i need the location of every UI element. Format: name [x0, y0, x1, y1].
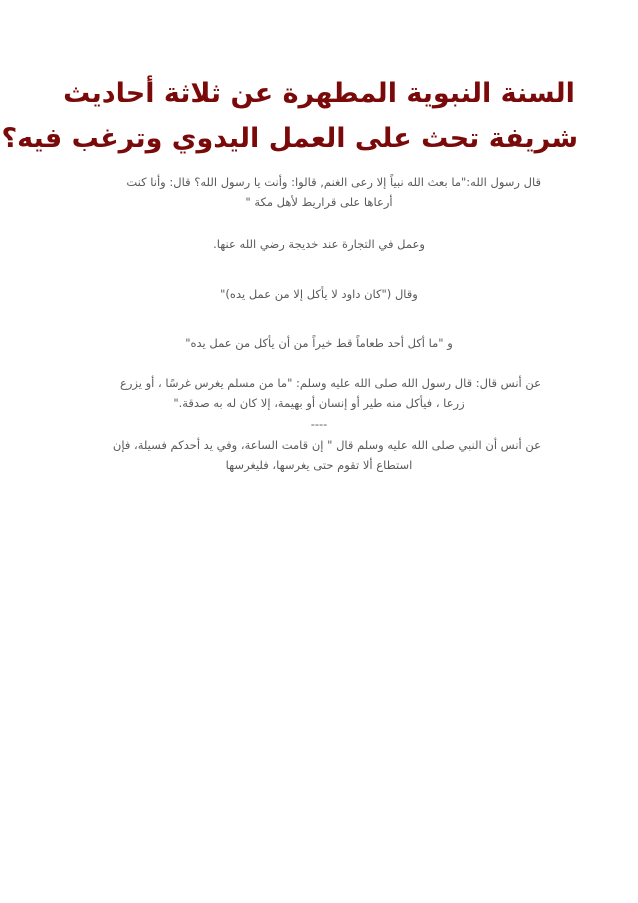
anas-planting-line-2: زرعا ، فيأكل منه طير أو إنسان أو بهيمة، إلا كان له به صدقة." [173, 396, 465, 410]
khadija-trade-line: وعمل في التجارة عند خديجة رضي الله عنها. [213, 237, 425, 251]
anas-planting-line-1: عن أنس قال: قال رسول الله صلى الله عليه وسلم: "ما من مسلم يغرس غرسًا ، أو يزرع [119, 376, 541, 390]
title-line-2: شريفة تحث على العمل اليدوي وترغب فيه؟ [1, 123, 578, 154]
best-food-hadith-line: و "ما أكل أحد طعاماً قط خيراً من أن يأكل من عمل يده" [185, 336, 453, 350]
title-line-1: السنة النبوية المطهرة عن ثلاثة أحاديث [63, 78, 575, 109]
hadith-shepherd-line-2: أرعاها على قراريط لأهل مكة " [245, 195, 393, 209]
hadith-shepherd-line-1: قال رسول الله:"ما بعث الله نبياً إلا رعى الغنم, قالوا: وأنت يا رسول الله؟ قال: وأنا كنت [126, 175, 541, 189]
separator-dashes: ---- [310, 417, 328, 431]
anas-seedling-line-1: عن أنس أن النبي صلى الله عليه وسلم قال " إن قامت الساعة، وفي يد أحدكم فسيلة، فإن [112, 438, 541, 452]
dawud-hadith-line: وقال ("كان داود لا يأكل إلا من عمل يده)" [220, 287, 418, 301]
anas-seedling-line-2: استطاع ألا تقوم حتى يغرسها، فليغرسها [225, 458, 413, 472]
